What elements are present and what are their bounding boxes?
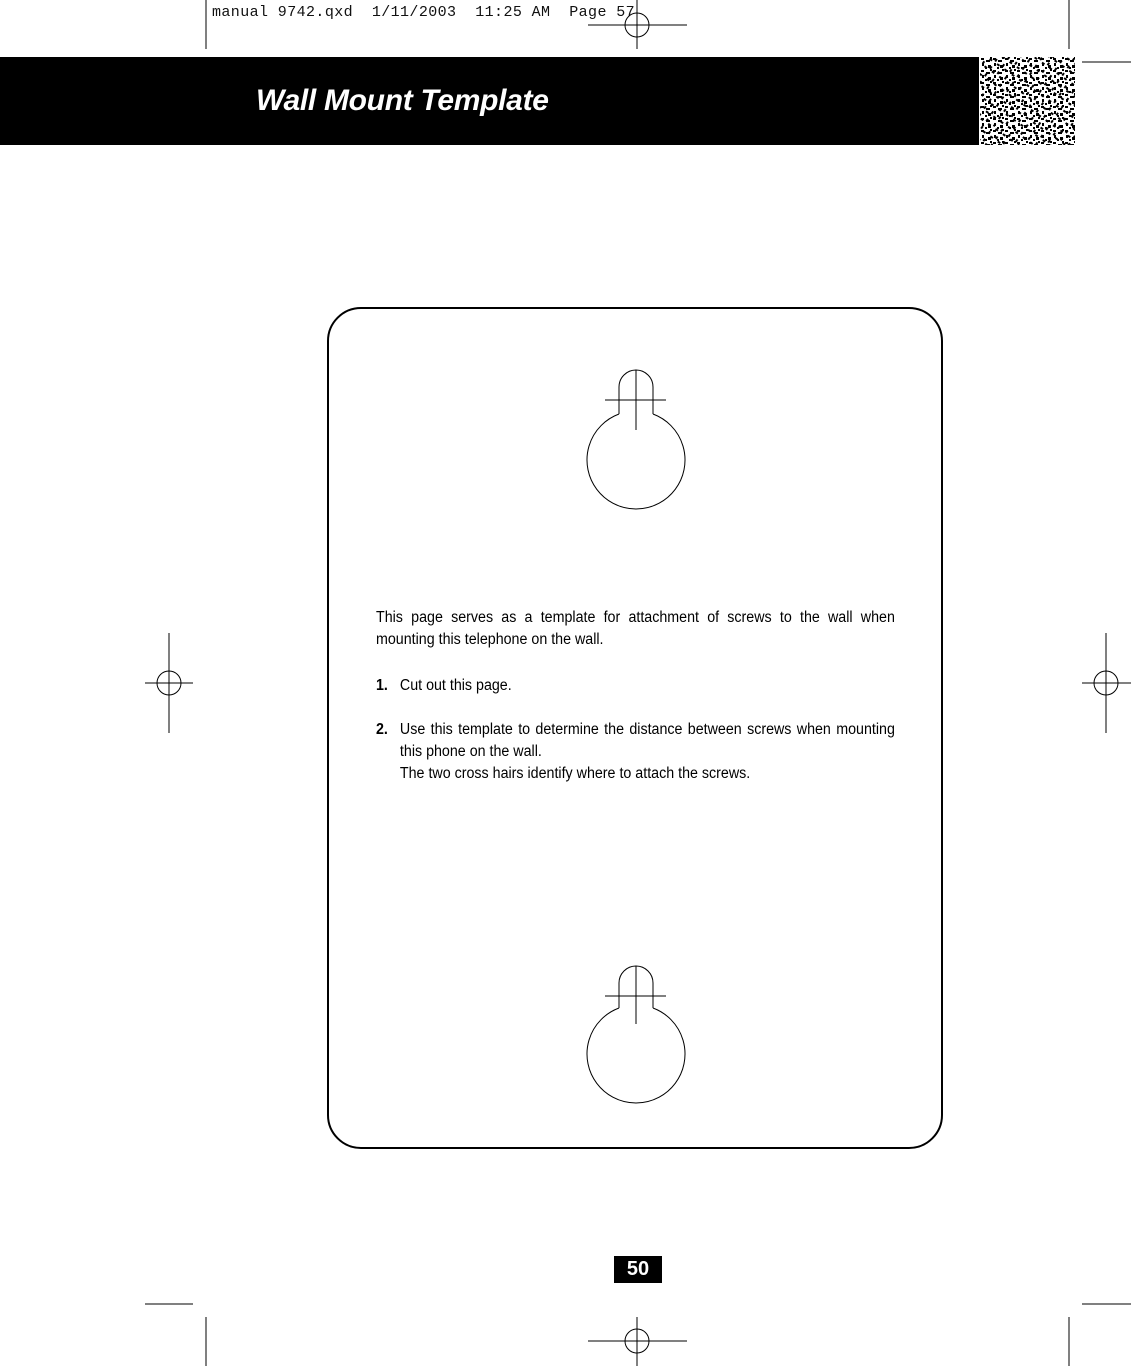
keyhole-slot-icon (587, 966, 685, 1103)
keyhole-slot-icon (587, 370, 685, 509)
list-item (376, 719, 895, 785)
step-note: The two cross hairs identify where to attach the screws. (399, 765, 751, 782)
page-title: Wall Mount Template (256, 84, 549, 117)
step-number: 1. (376, 677, 388, 694)
step-text: Use this template to determine the distance between screws when mounting this phone on the wall. (399, 721, 895, 760)
instructions (376, 607, 895, 807)
print-slug: manual 9742.qxd 1/11/2003 11:25 AM Page 57 (212, 4, 636, 21)
page-number: 50 (614, 1256, 662, 1283)
list-item (376, 675, 895, 697)
step-text: Cut out this page. (399, 677, 512, 694)
intro-paragraph: This page serves as a template for attachment of screws to the wall when mounting this telephone on the wall. (376, 609, 895, 648)
step-number: 2. (376, 721, 388, 738)
